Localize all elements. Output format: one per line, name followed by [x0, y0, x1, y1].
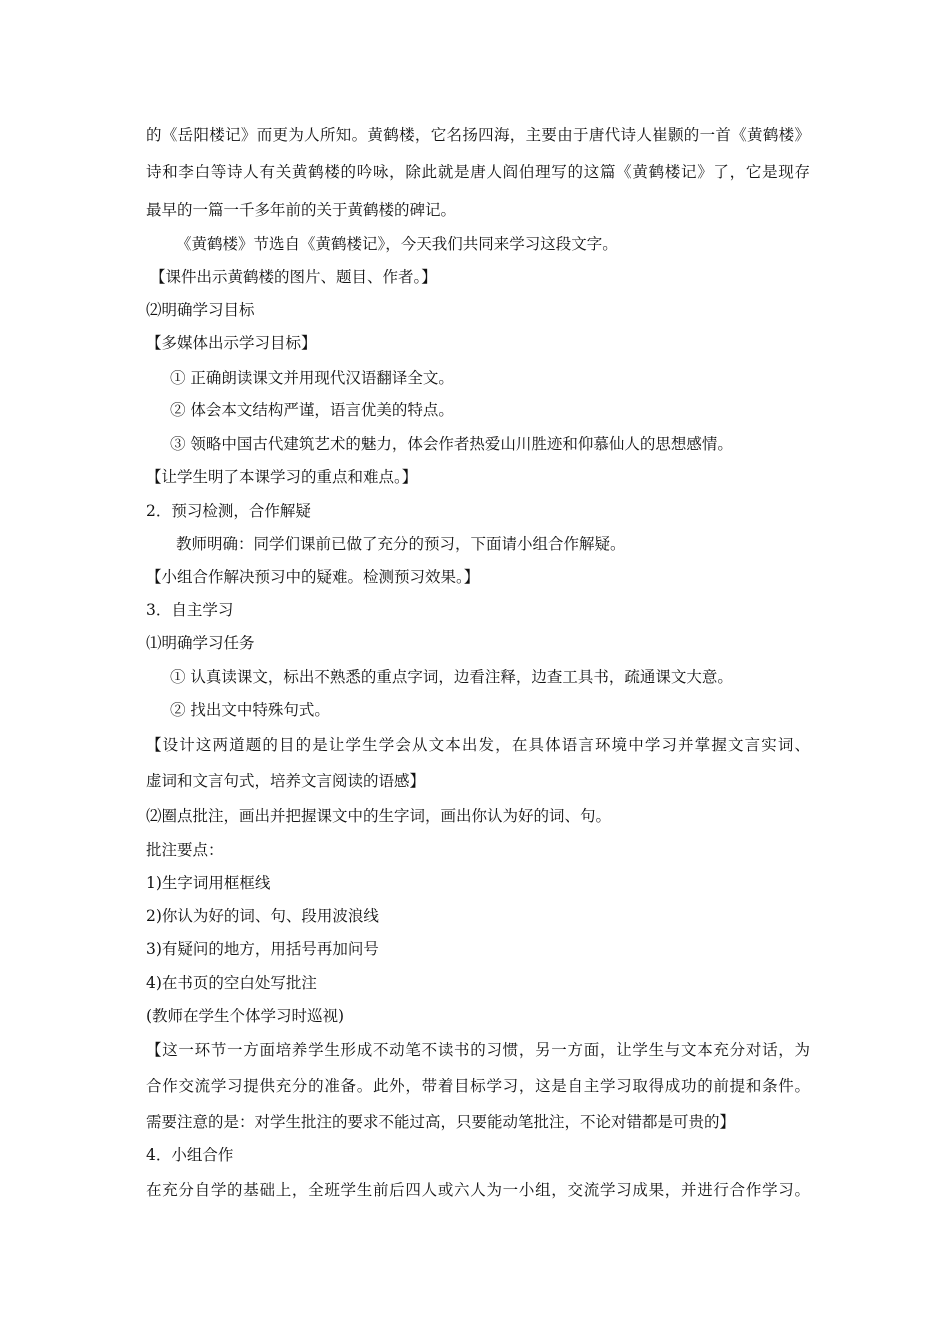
- text-line: 教师明确：同学们课前已做了充分的预习，下面请小组合作解疑。: [176, 535, 626, 553]
- text-line: ① 认真读课文，标出不熟悉的重点字词，边看注释，边查工具书，疏通课文大意。: [170, 668, 733, 686]
- text-line: ⑵明确学习目标: [146, 301, 255, 319]
- text-line: ⑵圈点批注，画出并把握课文中的生字词，画出你认为好的词、句。: [146, 807, 612, 825]
- text-line: 2．预习检测，合作解疑: [146, 502, 311, 520]
- text-line: 3)有疑问的地方，用括号再加问号: [146, 940, 379, 958]
- text-line: 【多媒体出示学习目标】: [146, 334, 317, 352]
- text-line: 最早的一篇一千多年前的关于黄鹤楼的碑记。: [146, 201, 457, 219]
- text-line: 在充分自学的基础上，全班学生前后四人或六人为一小组，交流学习成果，并进行合作学习。: [146, 1181, 810, 1199]
- text-line: 批注要点：: [146, 841, 224, 859]
- text-line: ① 正确朗读课文并用现代汉语翻译全文。: [170, 369, 454, 387]
- text-line: 2)你认为好的词、句、段用波浪线: [146, 907, 379, 925]
- text-line: 【设计这两道题的目的是让学生学会从文本出发，在具体语言环境中学习并掌握文言实词、: [146, 736, 810, 754]
- text-line: 【让学生明了本课学习的重点和难点。】: [146, 468, 418, 486]
- text-line: 【小组合作解决预习中的疑难。检测预习效果。】: [146, 568, 480, 586]
- text-line: 需要注意的是：对学生批注的要求不能过高，只要能动笔批注，不论对错都是可贵的】: [146, 1113, 736, 1131]
- text-line: 的《岳阳楼记》而更为人所知。黄鹤楼，它名扬四海，主要由于唐代诗人崔颢的一首《黄鹤楼》: [146, 126, 810, 144]
- text-line: ② 体会本文结构严谨，语言优美的特点。: [170, 401, 454, 419]
- text-line: 合作交流学习提供充分的准备。此外，带着目标学习，这是自主学习取得成功的前提和条件。: [146, 1077, 810, 1095]
- text-line: 3．自主学习: [146, 601, 234, 619]
- text-line: 1)生字词用框框线: [146, 874, 271, 892]
- text-line: 《黄鹤楼》节选自《黄鹤楼记》，今天我们共同来学习这段文字。: [176, 235, 618, 253]
- text-line: 4)在书页的空白处写批注: [146, 974, 317, 992]
- text-line: ② 找出文中特殊句式。: [170, 701, 330, 719]
- text-line: 4．小组合作: [146, 1146, 234, 1164]
- text-line: ③ 领略中国古代建筑艺术的魅力，体会作者热爱山川胜迹和仰慕仙人的思想感情。: [170, 435, 733, 453]
- text-line: (教师在学生个体学习时巡视): [146, 1007, 345, 1025]
- text-line: 【这一环节一方面培养学生形成不动笔不读书的习惯，另一方面，让学生与文本充分对话，为: [146, 1041, 810, 1059]
- text-line: 【课件出示黄鹤楼的图片、题目、作者。】: [150, 268, 437, 286]
- text-line: 虚词和文言句式，培养文言阅读的语感】: [146, 772, 426, 790]
- text-line: 诗和李白等诗人有关黄鹤楼的吟咏，除此就是唐人阎伯理写的这篇《黄鹤楼记》了，它是现存: [146, 163, 810, 181]
- text-line: ⑴明确学习任务: [146, 634, 255, 652]
